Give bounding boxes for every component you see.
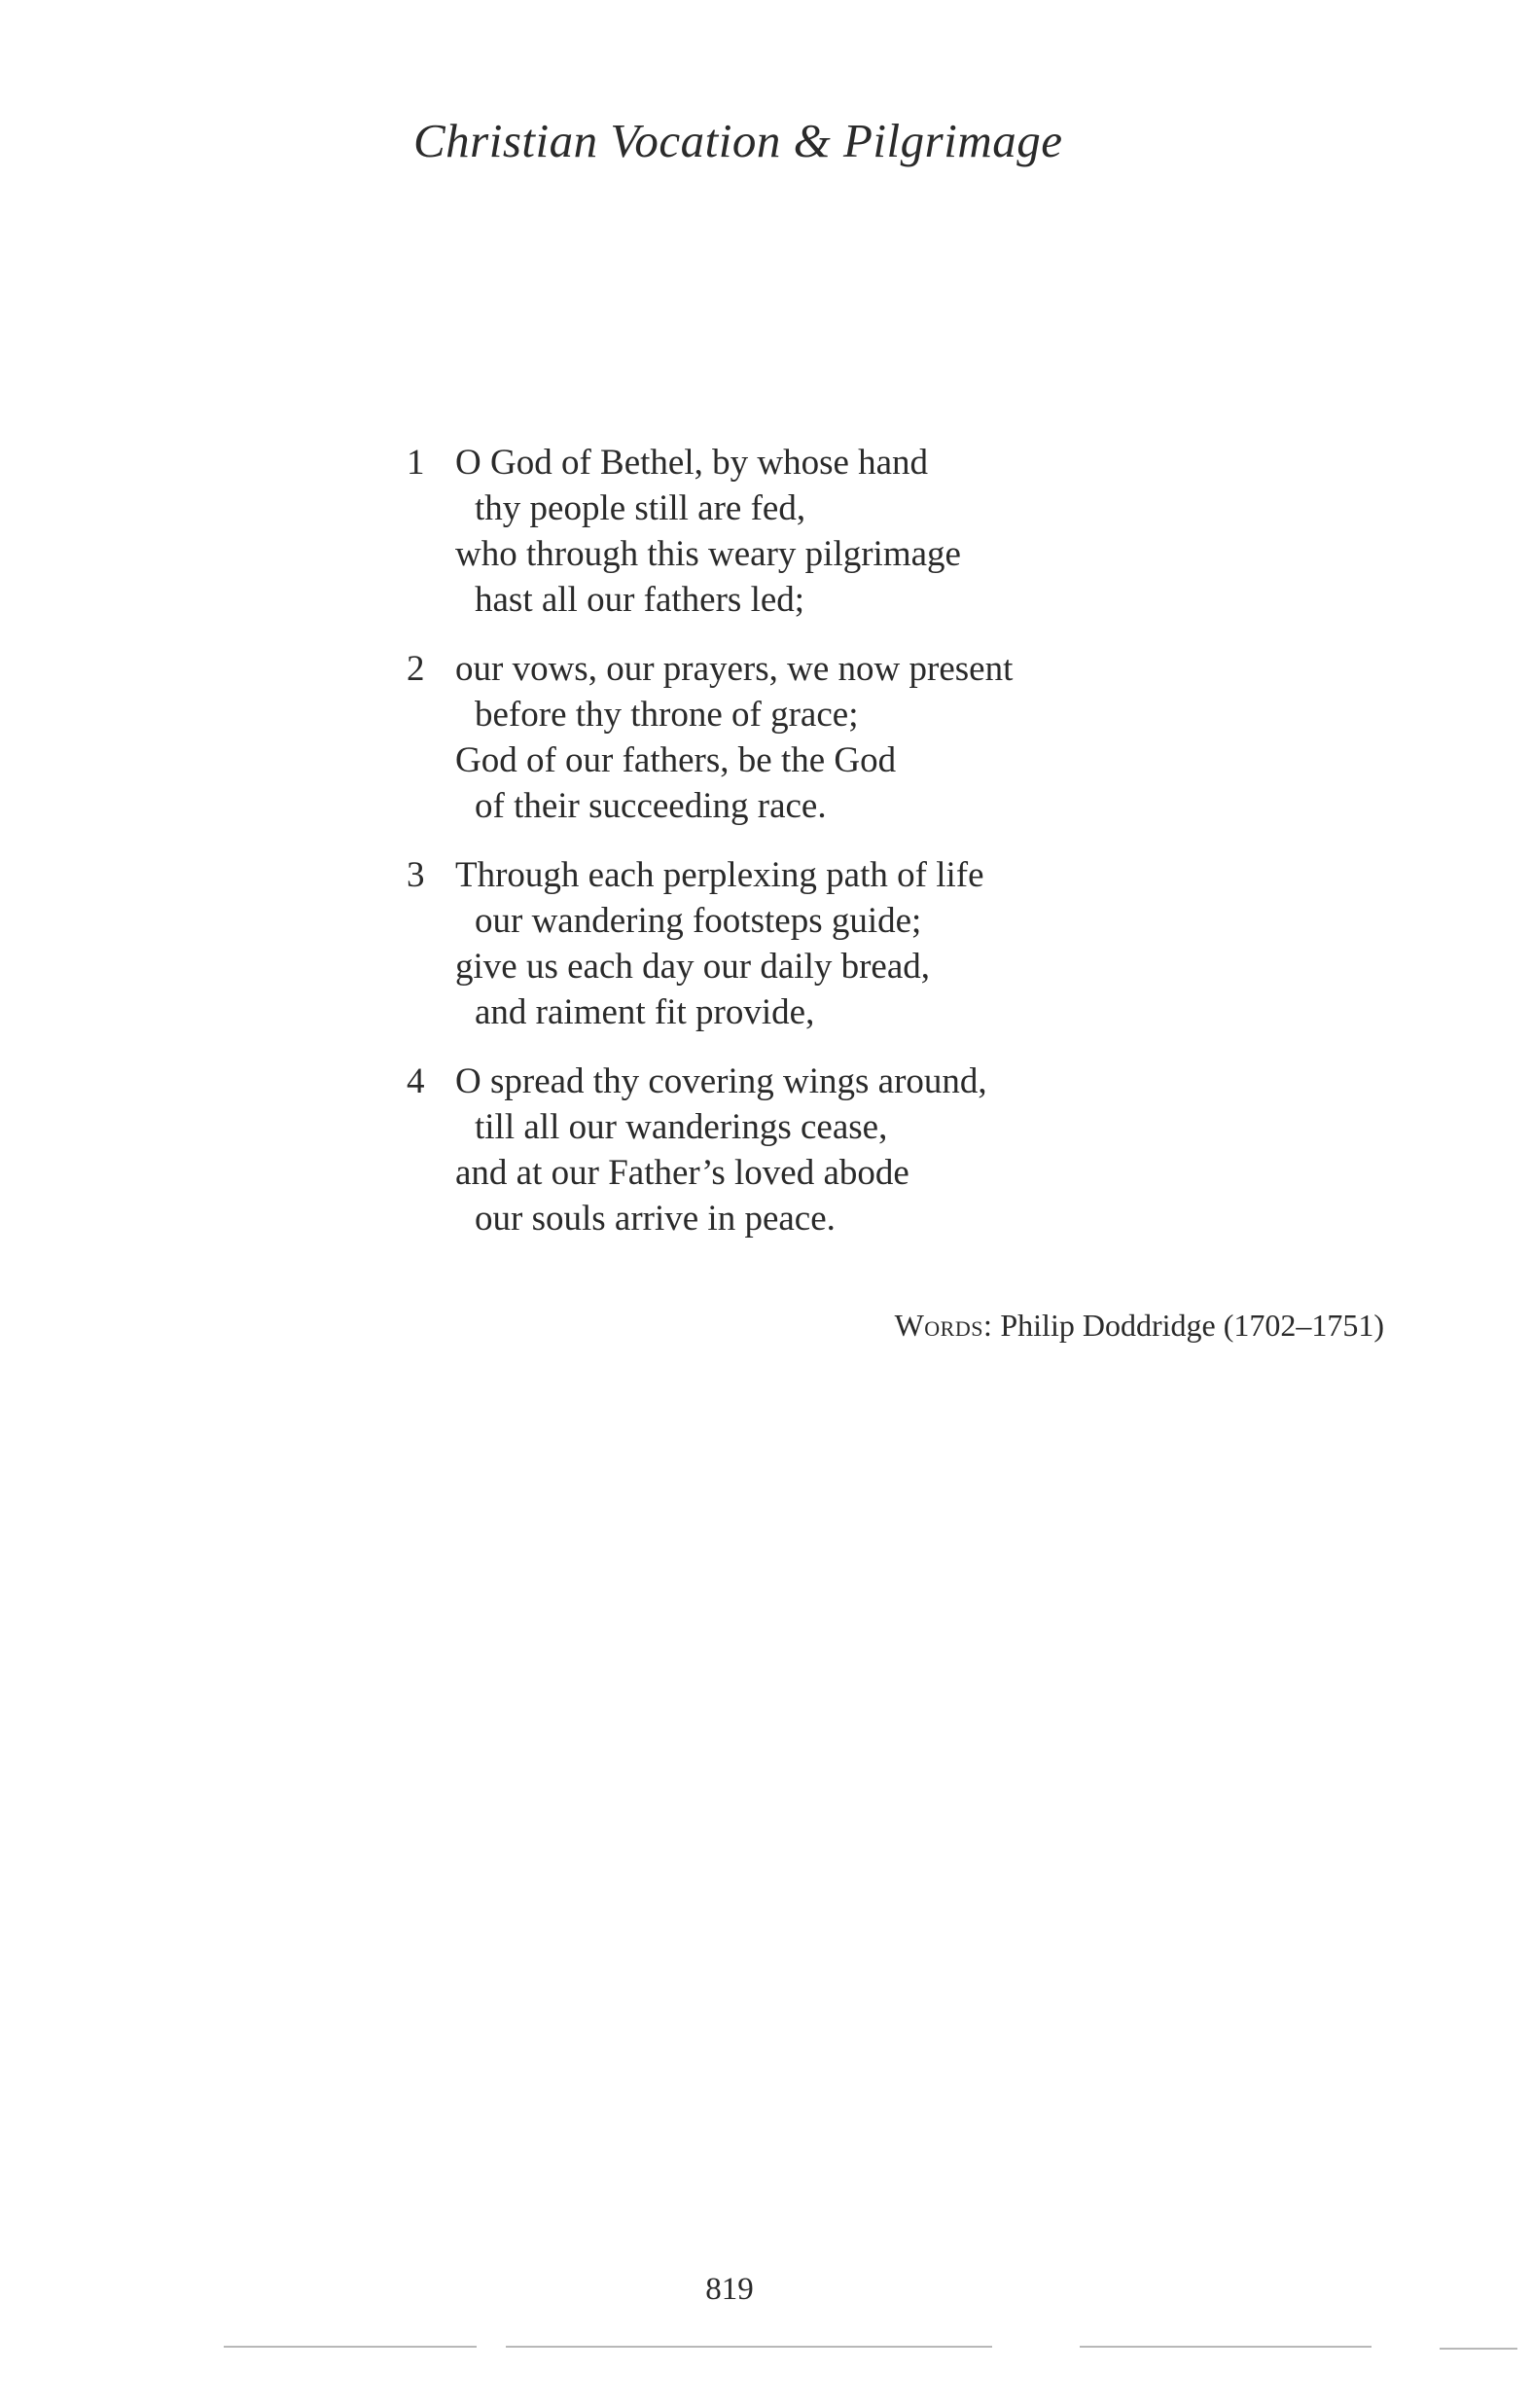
bottom-rule (1440, 2348, 1517, 2350)
bottom-rule (224, 2346, 477, 2348)
verse-line: our vows, our prayers, we now present (455, 649, 1014, 689)
verse-line: hast all our fathers led; (475, 580, 805, 620)
bottom-rule (1080, 2346, 1372, 2348)
hymn-text (407, 440, 1146, 1265)
verse-line: who through this weary pilgrimage (455, 534, 961, 574)
verse-4 (407, 1059, 1146, 1241)
verse-lines (455, 646, 1146, 829)
verse-lines (455, 440, 1146, 623)
attribution-label: Words: (894, 1308, 993, 1343)
verse-line: our wandering footsteps guide; (475, 901, 922, 941)
verse-1 (407, 440, 1146, 623)
verse-line: and raiment fit provide, (475, 992, 815, 1032)
words-attribution (895, 1308, 1384, 1344)
verse-line: Through each perplexing path of life (455, 855, 984, 895)
verse-line: give us each day our daily bread, (455, 947, 931, 987)
verse-3 (407, 852, 1146, 1035)
bottom-rule (506, 2346, 992, 2348)
verse-line: O God of Bethel, by whose hand (455, 443, 929, 483)
verse-line: before thy throne of grace; (475, 695, 859, 735)
verse-2 (407, 646, 1146, 829)
verse-number: 3 (407, 855, 425, 895)
verse-number: 1 (407, 443, 425, 483)
verse-line: thy people still are fed, (475, 488, 806, 528)
attribution-text: Philip Doddridge (1702–1751) (1000, 1308, 1384, 1343)
verse-line: and at our Father’s loved abode (455, 1153, 909, 1193)
verse-line: our souls arrive in peace. (475, 1199, 836, 1239)
page-number: 819 (705, 2272, 754, 2307)
verse-lines (455, 852, 1146, 1035)
verse-number: 4 (407, 1061, 425, 1101)
verse-line: O spread thy covering wings around, (455, 1061, 987, 1101)
verse-lines (455, 1059, 1146, 1241)
verse-line: of their succeeding race. (475, 786, 827, 826)
verse-number: 2 (407, 649, 425, 689)
verse-line: till all our wanderings cease, (475, 1107, 888, 1147)
page-title: Christian Vocation & Pilgrimage (413, 114, 1063, 167)
verse-line: God of our fathers, be the God (455, 740, 897, 780)
